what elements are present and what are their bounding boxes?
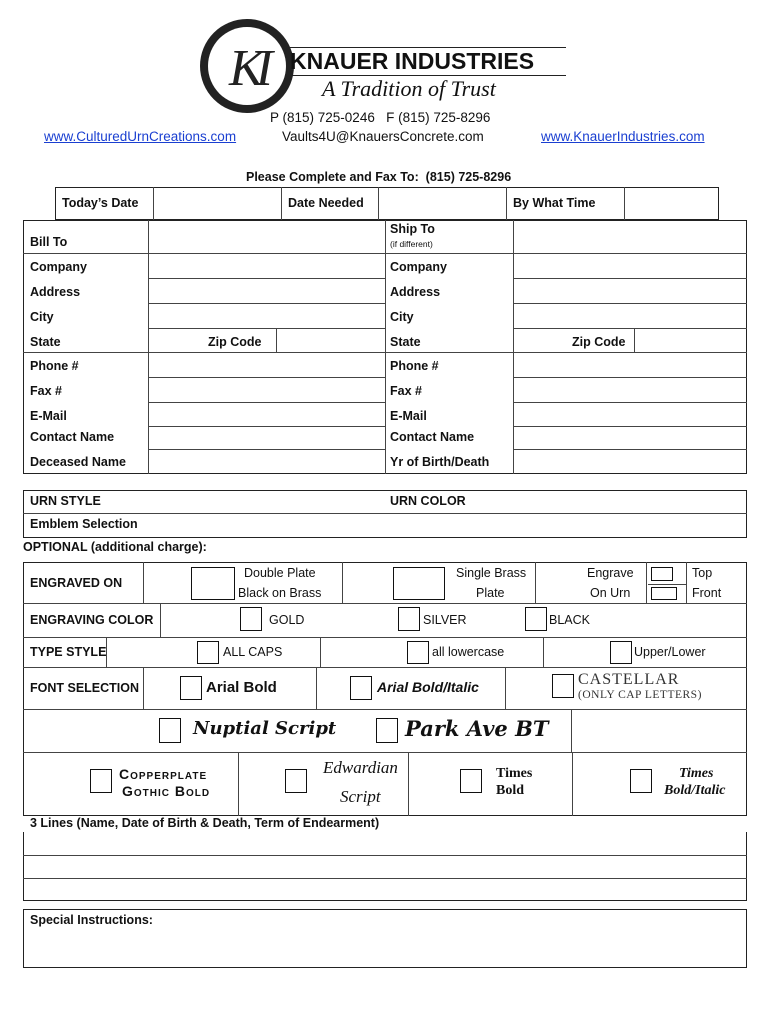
- line-2-field[interactable]: [24, 856, 746, 877]
- urn-color-field[interactable]: [480, 491, 740, 512]
- all-lowercase-label: all lowercase: [432, 645, 505, 659]
- ship-phone-label: Phone #: [390, 359, 439, 373]
- ship-to-field[interactable]: [514, 221, 746, 252]
- ship-zip-label: Zip Code: [572, 335, 626, 349]
- arial-bold-italic-checkbox[interactable]: [350, 676, 372, 700]
- ship-company-field[interactable]: [514, 254, 746, 277]
- silver-label: SILVER: [423, 613, 467, 627]
- gold-checkbox[interactable]: [240, 607, 262, 631]
- phone-fax: P (815) 725-0246 F (815) 725-8296: [270, 110, 491, 125]
- bill-state-label: State: [30, 335, 61, 349]
- special-instructions-label: Special Instructions:: [30, 913, 153, 927]
- ship-company-label: Company: [390, 260, 447, 274]
- logo-letters: KI: [229, 40, 265, 97]
- birth-death-label: Yr of Birth/Death: [390, 455, 490, 469]
- bill-phone-label: Phone #: [30, 359, 79, 373]
- arial-bold-italic-label: Arial Bold/Italic: [377, 679, 479, 695]
- ship-email-label: E-Mail: [390, 409, 427, 423]
- todays-date-label: Today’s Date: [62, 196, 139, 210]
- engraved-on-label: ENGRAVED ON: [30, 576, 123, 590]
- top-label: Top: [692, 566, 713, 580]
- line-3-field[interactable]: [24, 879, 746, 900]
- bill-company-label: Company: [30, 260, 87, 274]
- double-plate-label: Double Plate: [244, 566, 316, 580]
- edwardian-checkbox[interactable]: [285, 769, 307, 793]
- ship-fax-field[interactable]: [514, 378, 746, 401]
- font-selection-label: FONT SELECTION: [30, 681, 140, 695]
- bill-email-field[interactable]: [149, 403, 384, 425]
- engrave-on-urn-sublabel: On Urn: [590, 586, 631, 600]
- ship-fax-label: Fax #: [390, 384, 422, 398]
- top-checkbox[interactable]: [651, 567, 673, 581]
- bill-address-label: Address: [30, 285, 81, 299]
- times-bold-checkbox[interactable]: [460, 769, 482, 793]
- arial-bold-checkbox[interactable]: [180, 676, 202, 700]
- bill-fax-label: Fax #: [30, 384, 62, 398]
- date-needed-field[interactable]: [379, 188, 505, 219]
- double-plate-sublabel: Black on Brass: [238, 586, 322, 600]
- all-lowercase-checkbox[interactable]: [407, 641, 429, 664]
- bill-city-field[interactable]: [149, 304, 384, 327]
- all-caps-checkbox[interactable]: [197, 641, 219, 664]
- copperplate-sublabel: Gothic Bold: [122, 783, 211, 799]
- by-what-time-field[interactable]: [625, 188, 718, 219]
- park-ave-label: Park Ave BT: [405, 716, 549, 741]
- single-brass-label: Single Brass: [456, 566, 527, 580]
- bill-to-field[interactable]: [149, 221, 384, 252]
- nuptial-script-label: Nuptial Script: [193, 718, 337, 739]
- single-brass-checkbox[interactable]: [393, 567, 445, 600]
- email-address: Vaults4U@KnauersConcrete.com: [282, 129, 484, 144]
- castellar-label: CASTELLAR: [578, 671, 680, 688]
- bill-email-label: E-Mail: [30, 409, 67, 423]
- times-bold-italic-sublabel: Bold/Italic: [664, 783, 726, 798]
- edwardian-label: Edwardian: [323, 758, 398, 777]
- black-checkbox[interactable]: [525, 607, 547, 631]
- times-bold-italic-label: Times: [679, 766, 714, 781]
- ship-city-field[interactable]: [514, 304, 746, 327]
- ship-contact-field[interactable]: [514, 427, 746, 448]
- edwardian-sublabel: Script: [340, 787, 381, 806]
- engraving-color-label: ENGRAVING COLOR: [30, 613, 154, 627]
- bill-address-field[interactable]: [149, 279, 384, 302]
- urn-style-label: URN STYLE: [30, 494, 101, 508]
- single-brass-sublabel: Plate: [476, 586, 505, 600]
- ship-phone-field[interactable]: [514, 353, 746, 376]
- deceased-name-field[interactable]: [149, 450, 384, 473]
- all-caps-label: ALL CAPS: [223, 645, 283, 659]
- bill-zip-label: Zip Code: [208, 335, 262, 349]
- bill-to-label: Bill To: [30, 235, 68, 249]
- ship-city-label: City: [390, 310, 414, 324]
- park-ave-checkbox[interactable]: [376, 718, 398, 743]
- front-checkbox[interactable]: [651, 587, 677, 600]
- castellar-checkbox[interactable]: [552, 674, 574, 698]
- bill-company-field[interactable]: [149, 254, 384, 277]
- engrave-on-urn-label: Engrave: [587, 566, 634, 580]
- copperplate-checkbox[interactable]: [90, 769, 112, 793]
- nuptial-script-checkbox[interactable]: [159, 718, 181, 743]
- birth-death-field[interactable]: [514, 450, 746, 473]
- line-1-field[interactable]: [24, 833, 746, 854]
- arial-bold-label: Arial Bold: [206, 679, 277, 696]
- ship-address-label: Address: [390, 285, 441, 299]
- type-style-label: TYPE STYLE: [30, 645, 107, 659]
- bill-contact-label: Contact Name: [30, 430, 115, 444]
- times-bold-italic-checkbox[interactable]: [630, 769, 652, 793]
- ship-to-label: Ship To: [390, 222, 435, 236]
- times-bold-label: Times: [496, 766, 533, 781]
- black-label: BLACK: [549, 613, 590, 627]
- ship-email-field[interactable]: [514, 403, 746, 425]
- ship-address-field[interactable]: [514, 279, 746, 302]
- bill-city-label: City: [30, 310, 54, 324]
- front-label: Front: [692, 586, 722, 600]
- emblem-selection-label: Emblem Selection: [30, 517, 138, 531]
- bill-phone-field[interactable]: [149, 353, 384, 376]
- three-lines-label: 3 Lines (Name, Date of Birth & Death, Term of Endearment): [30, 816, 380, 830]
- upper-lower-label: Upper/Lower: [634, 645, 706, 659]
- bill-zip-field[interactable]: [277, 329, 384, 351]
- todays-date-field[interactable]: [154, 188, 280, 219]
- deceased-name-label: Deceased Name: [30, 455, 126, 469]
- double-plate-checkbox[interactable]: [191, 567, 235, 600]
- cultured-urn-link[interactable]: www.CulturedUrnCreations.com: [44, 129, 237, 144]
- header-rule: [290, 47, 566, 48]
- castellar-sublabel: (ONLY CAP LETTERS): [578, 689, 702, 701]
- logo: [200, 19, 294, 113]
- fax-instruction: Please Complete and Fax To: (815) 725-8296: [246, 170, 512, 184]
- date-needed-label: Date Needed: [288, 196, 364, 210]
- urn-color-label: URN COLOR: [390, 494, 466, 508]
- gold-label: GOLD: [269, 613, 305, 627]
- optional-label: OPTIONAL (additional charge):: [23, 540, 207, 554]
- urn-style-field[interactable]: [120, 491, 380, 512]
- company-name: KNAUER INDUSTRIES: [290, 48, 535, 74]
- ship-state-label: State: [390, 335, 421, 349]
- if-different-label: (if different): [390, 239, 433, 249]
- times-bold-sublabel: Bold: [496, 783, 525, 798]
- by-what-time-label: By What Time: [513, 196, 596, 210]
- knauer-link[interactable]: www.KnauerIndustries.com: [541, 129, 705, 144]
- ship-contact-label: Contact Name: [390, 430, 475, 444]
- ship-zip-field[interactable]: [635, 329, 746, 351]
- tagline: A Tradition of Trust: [322, 76, 496, 101]
- upper-lower-checkbox[interactable]: [610, 641, 632, 664]
- bill-fax-field[interactable]: [149, 378, 384, 401]
- bill-contact-field[interactable]: [149, 427, 384, 448]
- copperplate-label: Copperplate: [119, 766, 208, 782]
- emblem-selection-field[interactable]: [150, 514, 740, 537]
- silver-checkbox[interactable]: [398, 607, 420, 631]
